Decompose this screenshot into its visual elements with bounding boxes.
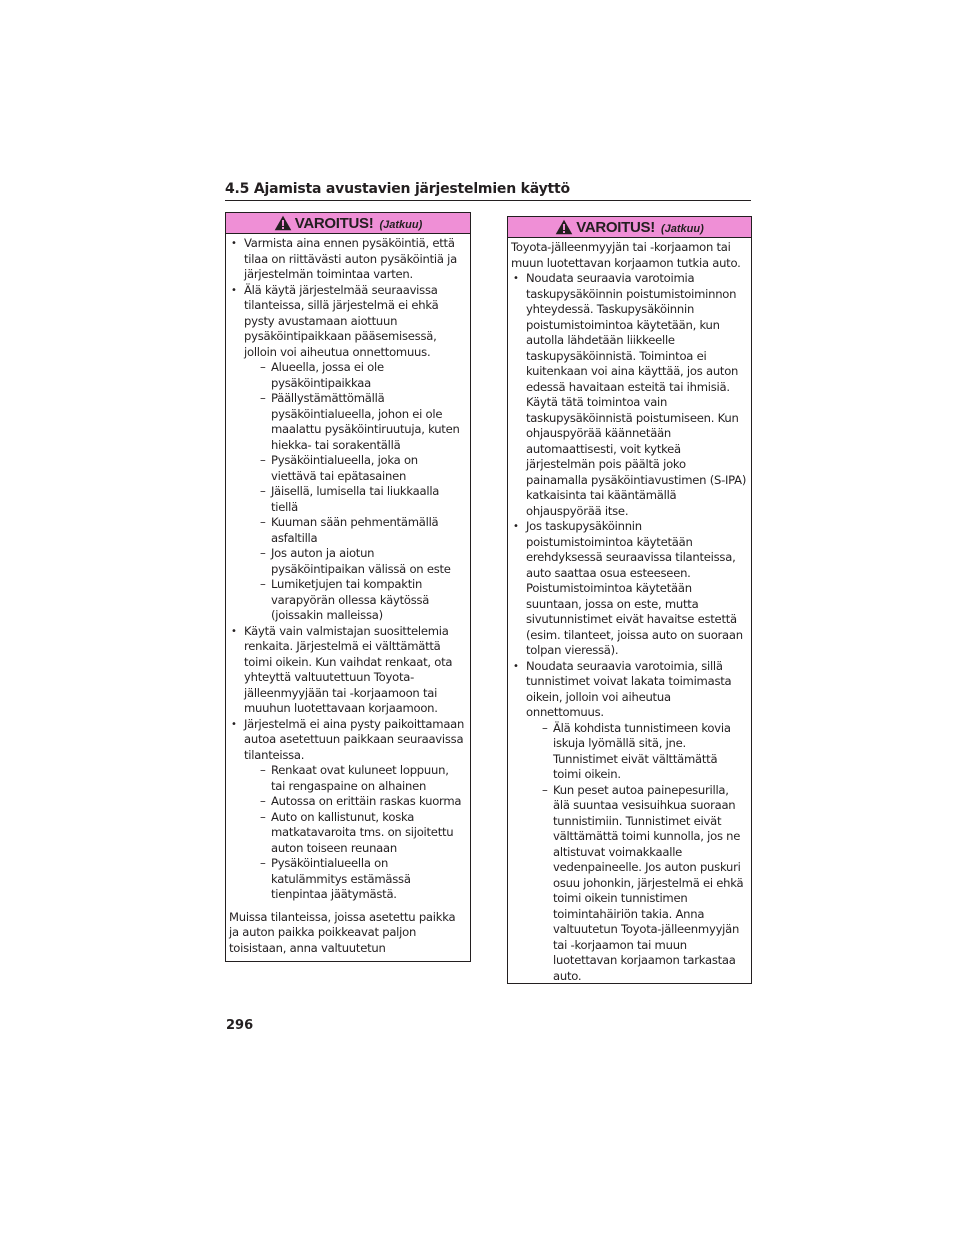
list-item xyxy=(229,283,466,624)
dash-list xyxy=(244,360,466,624)
dash-list xyxy=(244,763,466,903)
section-header xyxy=(225,178,751,201)
warning-continued: (Jatkuu) xyxy=(660,222,704,235)
warning-triangle-icon xyxy=(274,215,292,231)
dash-list xyxy=(526,721,747,985)
dash-item: – Lumiketjujen tai kompaktin varapyörän ollessa käytössä (joissakin malleissa) xyxy=(260,577,430,622)
list-item xyxy=(229,624,466,717)
page-number: 296 xyxy=(226,1018,254,1033)
warning-box-right xyxy=(507,216,752,984)
warning-header xyxy=(226,213,470,234)
dash-item: – Pysäköintialueella, joka on viettävä tai epätasainen xyxy=(260,453,418,483)
list-item xyxy=(511,271,747,519)
bullet-list xyxy=(229,236,466,903)
warning-body-right xyxy=(508,238,751,984)
dash-item: – Kun peset autoa painepesurilla, älä suuntaa vesisuihkua suoraan tunnistimiin. Tunnistimet eivät välttämättä toimi kunnolla, jos ne altistuvat voimakkaalle vedenpaineelle. Jos auton puskuri osuu johonkin, järjestelmä ei ehkä toimi oikein tunnistimen toimintahäiriön takia. Anna valtuutetun Toyota-jälleenmyyjän tai -korjaamon tai muun luotettavan korjaamon tarkastaa auto. xyxy=(542,782,744,983)
warning-body-left xyxy=(226,234,470,956)
dash-item: – Auto on kallistunut, koska matkatavaroita tms. on sijoitettu auton toiseen reunaan xyxy=(260,809,454,855)
warning-label: VAROITUS! xyxy=(576,218,655,236)
dash-item: – Kuuman sään pehmentämällä asfaltilla xyxy=(260,515,439,545)
warning-label: VAROITUS! xyxy=(294,214,374,232)
list-item xyxy=(511,659,747,985)
closing-paragraph: Muissa tilanteissa, joissa asetettu paikka ja auton paikka poikkeavat paljon toisistaan, anna valtuutetun xyxy=(229,909,456,955)
warning-box-left xyxy=(225,212,471,962)
bullet-text: Älä käytä järjestelmää seuraavissa tilanteissa, sillä järjestelmä ei ehkä pysty avustamaan aiottuun pysäköintipaikkaan pääsemisessä, jolloin voi aiheutua onnettomuus. xyxy=(244,282,439,359)
bullet-text: Noudata seuraavia varotoimia taskupysäköinnin poistumistoiminnon yhteydessä. Taskupysäköinnin poistumistoimintoa käytetään, kun autolla lähdetään liikkeelle taskupysäköinnistä. Toimintoa ei kuitenkaan voi aina käyttää, jos auton edessä havaitaan esteitä tai ihmisiä. Käytä tätä toimintoa vain taskupysäköinnistä poistumiseen. Kun ohjauspyörää käännetään automaattisesti, voit kytkeä järjestelmän pois päältä joko painamalla pysäköintiavustimen (S-IPA) katkaisinta tai kääntämällä ohjauspyörää itse. xyxy=(526,271,747,518)
bullet-text: Varmista aina ennen pysäköintiä, että tilaa on riittävästi auton pysäköintiä ja järjestelmän toimintaa varten. xyxy=(244,236,457,281)
dash-item: – Alueella, jossa ei ole pysäköintipaikkaa xyxy=(260,360,384,390)
warning-header xyxy=(508,217,751,238)
section-title: 4.5 Ajamista avustavien järjestelmien käyttö xyxy=(225,181,570,197)
dash-item: – Jäisellä, lumisella tai liukkaalla tiellä xyxy=(260,484,440,514)
warning-triangle-icon xyxy=(555,219,573,235)
opening-paragraph: Toyota-jälleenmyyjän tai -korjaamon tai muun luotettavan korjaamon tutkia auto. xyxy=(511,240,741,270)
dash-item: – Renkaat ovat kuluneet loppuun, tai rengaspaine on alhainen xyxy=(260,763,449,793)
dash-item: – Älä kohdista tunnistimeen kovia iskuja lyömällä sitä, jne. Tunnistimet eivät välttämättä toimi oikein. xyxy=(542,720,731,781)
bullet-list xyxy=(511,271,747,984)
dash-item: – Autossa on erittäin raskas kuorma xyxy=(260,794,462,808)
list-item xyxy=(511,519,747,659)
dash-item: – Jos auton ja aiotun pysäköintipaikan välissä on este xyxy=(260,546,451,576)
dash-item: – Päällystämättömällä pysäköintialueella, johon ei ole maalattu pysäköintiruutuja, kuten hiekka- tai sorakentällä xyxy=(260,391,460,452)
bullet-text: Jos taskupysäköinnin poistumistoimintoa käytetään erehdyksessä seuraavissa tilanteissa, auto saattaa osua esteeseen. Poistumistoimintoa käytetään suuntaan, jossa on este, mutta sivutunnistimet eivät havaitse estettä (esim. tilanteet, joissa auto on suoraan tolpan vieressä). xyxy=(526,519,743,657)
list-item xyxy=(229,236,466,283)
warning-continued: (Jatkuu) xyxy=(379,218,423,231)
bullet-text: Käytä vain valmistajan suosittelemia renkaita. Järjestelmä ei välttämättä toimi oikein. Kun vaihdat renkaat, ota yhteyttä valtuutettuun Toyota-jälleenmyyjään tai -korjaamoon tai muuhun luotettavaan korjaamoon. xyxy=(244,623,453,715)
list-item xyxy=(229,717,466,903)
dash-item: – Pysäköintialueella on katulämmitys estämässä tienpintaa jäätymästä. xyxy=(260,856,411,901)
bullet-text: Noudata seuraavia varotoimia, sillä tunnistimet voivat lakata toimimasta oikein, jolloin voi aiheutua onnettomuus. xyxy=(526,658,732,719)
bullet-text: Järjestelmä ei aina pysty paikoittamaan autoa asetettuun paikkaan seuraavissa tilanteissa. xyxy=(244,716,465,762)
